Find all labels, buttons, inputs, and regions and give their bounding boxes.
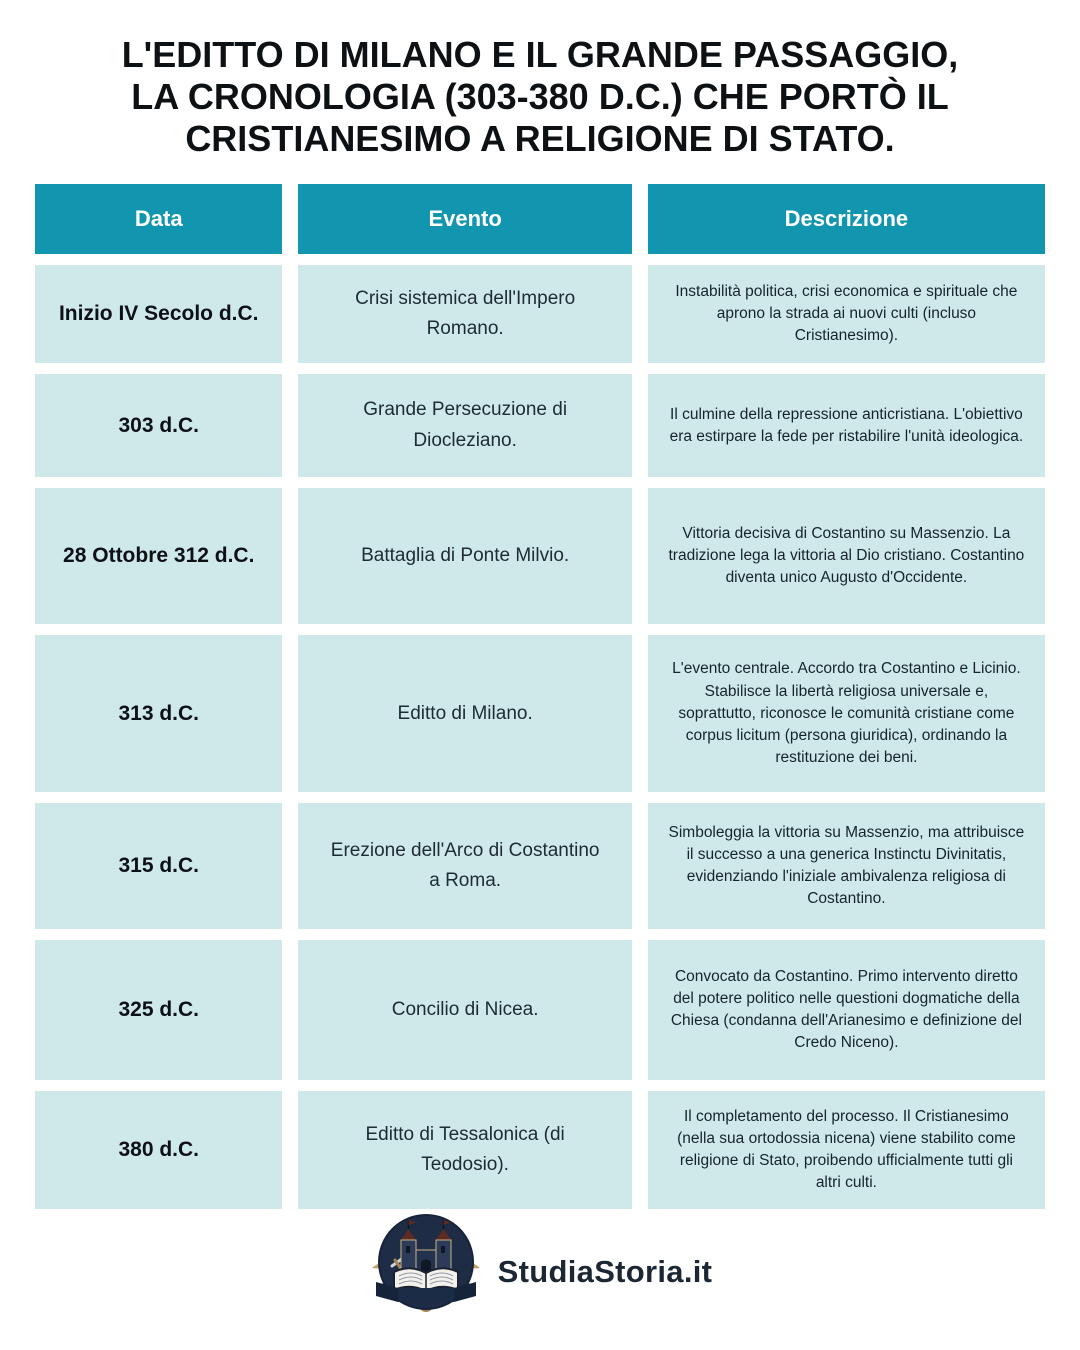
date-cell: 315 d.C. <box>35 803 282 929</box>
event-cell: Crisi sistemica dell'Impero Romano. <box>298 265 631 363</box>
description-cell: L'evento centrale. Accordo tra Costantino e Licinio. Stabilisce la libertà religiosa universale e, soprattutto, riconosce le comunità cristiane come corpus licitum (persona giuridica), ordinando la restituzione dei beni. <box>648 635 1045 792</box>
date-cell: 313 d.C. <box>35 635 282 792</box>
event-cell: Grande Persecuzione di Diocleziano. <box>298 374 631 477</box>
page-title <box>0 0 1080 160</box>
table-row <box>35 1091 1045 1209</box>
table-row <box>35 374 1045 477</box>
description-cell: Vittoria decisiva di Costantino su Massenzio. La tradizione lega la vittoria al Dio cristiano. Costantino diventa unico Augusto d'Occidente. <box>648 488 1045 624</box>
date-cell: 28 Ottobre 312 d.C. <box>35 488 282 624</box>
title-line-3: CRISTIANESIMO A RELIGIONE DI STATO. <box>185 118 895 160</box>
date-cell: 325 d.C. <box>35 940 282 1080</box>
event-cell: Battaglia di Ponte Milvio. <box>298 488 631 624</box>
description-cell: Simboleggia la vittoria su Massenzio, ma attribuisce il successo a una generica Instinctu Divinitatis, evidenziando l'iniziale ambivalenza religiosa di Costantino. <box>648 803 1045 929</box>
event-cell: Editto di Tessalonica (di Teodosio). <box>298 1091 631 1209</box>
description-cell: Convocato da Costantino. Primo intervento diretto del potere politico nelle questioni dogmatiche della Chiesa (condanna dell'Arianesimo e definizione del Credo Niceno). <box>648 940 1045 1080</box>
description-cell: Il completamento del processo. Il Cristianesimo (nella sua ortodossia nicena) viene stabilito come religione di Stato, proibendo ufficialmente tutti gli altri culti. <box>648 1091 1045 1209</box>
event-cell: Concilio di Nicea. <box>298 940 631 1080</box>
table-row <box>35 635 1045 792</box>
table-row <box>35 265 1045 363</box>
date-cell: 380 d.C. <box>35 1091 282 1209</box>
column-header-evento: Evento <box>298 184 631 254</box>
event-cell: Erezione dell'Arco di Costantino a Roma. <box>298 803 631 929</box>
table-header-row <box>35 184 1045 254</box>
table-row <box>35 803 1045 929</box>
column-header-data: Data <box>35 184 282 254</box>
studiastoria-logo <box>368 1210 484 1333</box>
description-cell: Instabilità politica, crisi economica e spirituale che aprono la strada ai nuovi culti (incluso Cristianesimo). <box>648 265 1045 363</box>
title-line-2: LA CRONOLOGIA (303-380 D.C.) CHE PORTÒ IL <box>131 76 949 118</box>
brand-name: StudiaStoria.it <box>497 1253 713 1289</box>
date-cell: 303 d.C. <box>35 374 282 477</box>
date-cell: Inizio IV Secolo d.C. <box>35 265 282 363</box>
column-header-descrizione: Descrizione <box>648 184 1045 254</box>
event-cell: Editto di Milano. <box>298 635 631 792</box>
footer-branding <box>0 1210 1080 1333</box>
title-line-1: L'EDITTO DI MILANO E IL GRANDE PASSAGGIO, <box>121 34 959 75</box>
table-row <box>35 940 1045 1080</box>
table-row <box>35 488 1045 624</box>
chronology-table <box>35 184 1045 1209</box>
description-cell: Il culmine della repressione anticristiana. L'obiettivo era estirpare la fede per ristabilire l'unità ideologica. <box>648 374 1045 477</box>
